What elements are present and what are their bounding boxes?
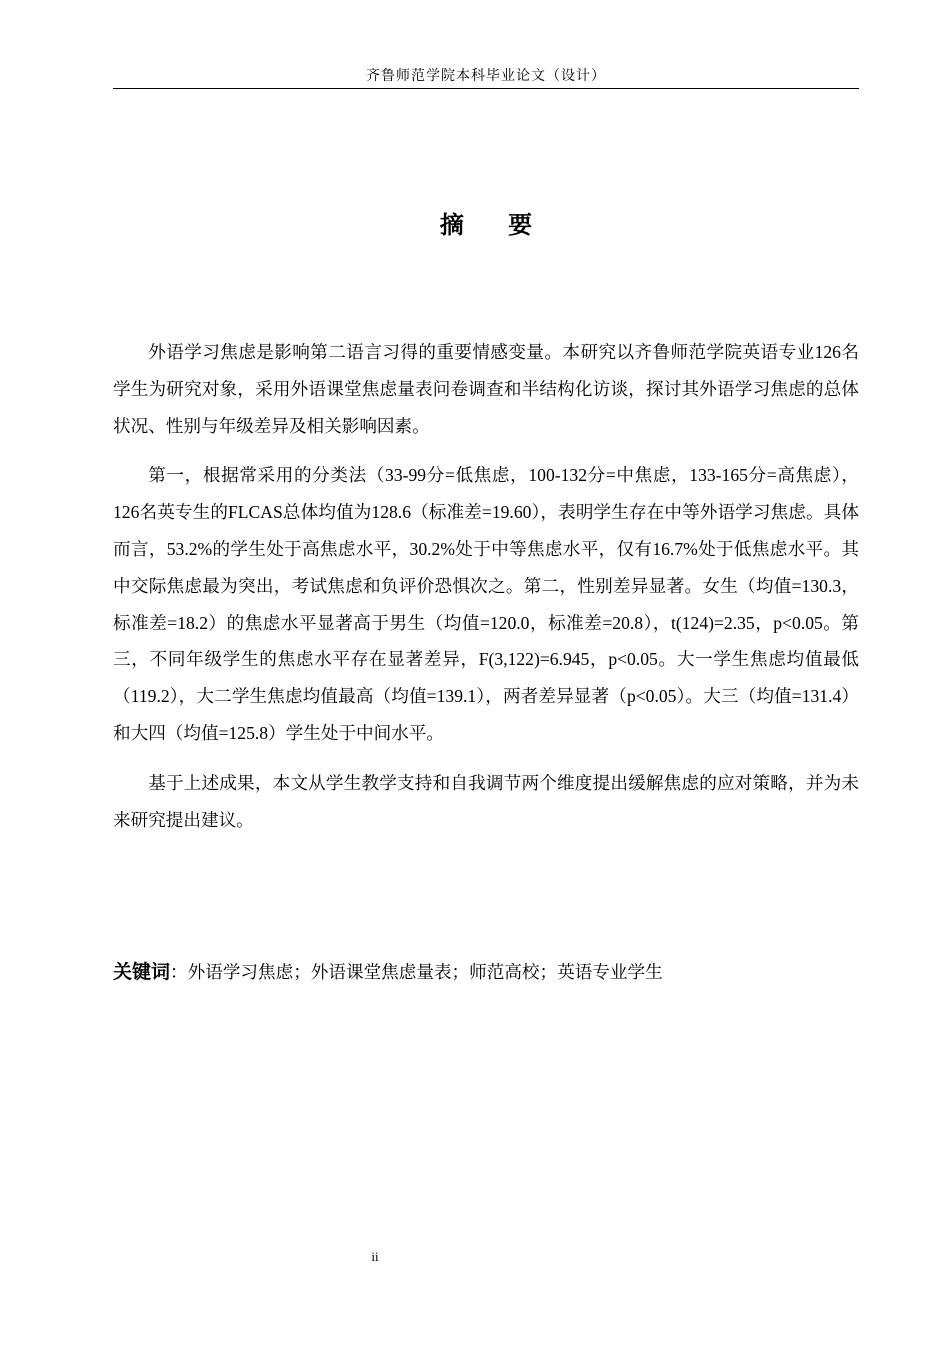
abstract-body — [113, 334, 859, 838]
abstract-paragraph-3: 基于上述成果，本文从学生教学支持和自我调节两个维度提出缓解焦虑的应对策略，并为未来研究提出建议。 — [113, 772, 859, 830]
abstract-title: 摘 要 — [439, 211, 551, 239]
page-header — [113, 66, 859, 89]
page-number: ii — [371, 1249, 379, 1264]
abstract-paragraph-1: 外语学习焦虑是影响第二语言习得的重要情感变量。本研究以齐鲁师范学院英语专业126名学生为研究对象，采用外语课堂焦虑量表问卷调查和半结构化访谈，探讨其外语学习焦虑的总体状况、性别与年级差异及相关影响因素。 — [113, 342, 859, 436]
keywords-separator: ： — [170, 962, 188, 982]
header-title: 齐鲁师范学院本科毕业论文（设计） — [366, 68, 606, 84]
keywords-line — [113, 957, 859, 987]
abstract-paragraph-2: 第一，根据常采用的分类法（33-99分=低焦虑，100-132分=中焦虑，133-165分=高焦虑），126名英专生的FLCAS总体均值为128.6（标准差=19.60），表明学生存在中等外语学习焦虑。具体而言，53.2%的学生处于高焦虑水平，30.2%处于中等焦虑水平，仅有16.7%处于低焦虑水平。其中交际焦虑最为突出，考试焦虑和负评价恐惧次之。第二，性别差异显著。女生（均值=130.3，标准差=18.2）的焦虑水平显著高于男生（均值=120.0，标准差=20.8），t(124)=2.35，p<0.05。第三，不同年级学生的焦虑水平存在显著差异，F(3,122)=6.945，p<0.05。大一学生焦虑均值最低（119.2），大二学生焦虑均值最高（均值=139.1），两者差异显著（p<0.05）。大三（均值=131.4）和大四（均值=125.8）学生处于中间水平。 — [113, 465, 859, 743]
keywords-label: 关键词 — [113, 961, 171, 983]
keywords-text: 外语学习焦虑；外语课堂焦虑量表；师范高校；英语专业学生 — [187, 962, 663, 982]
